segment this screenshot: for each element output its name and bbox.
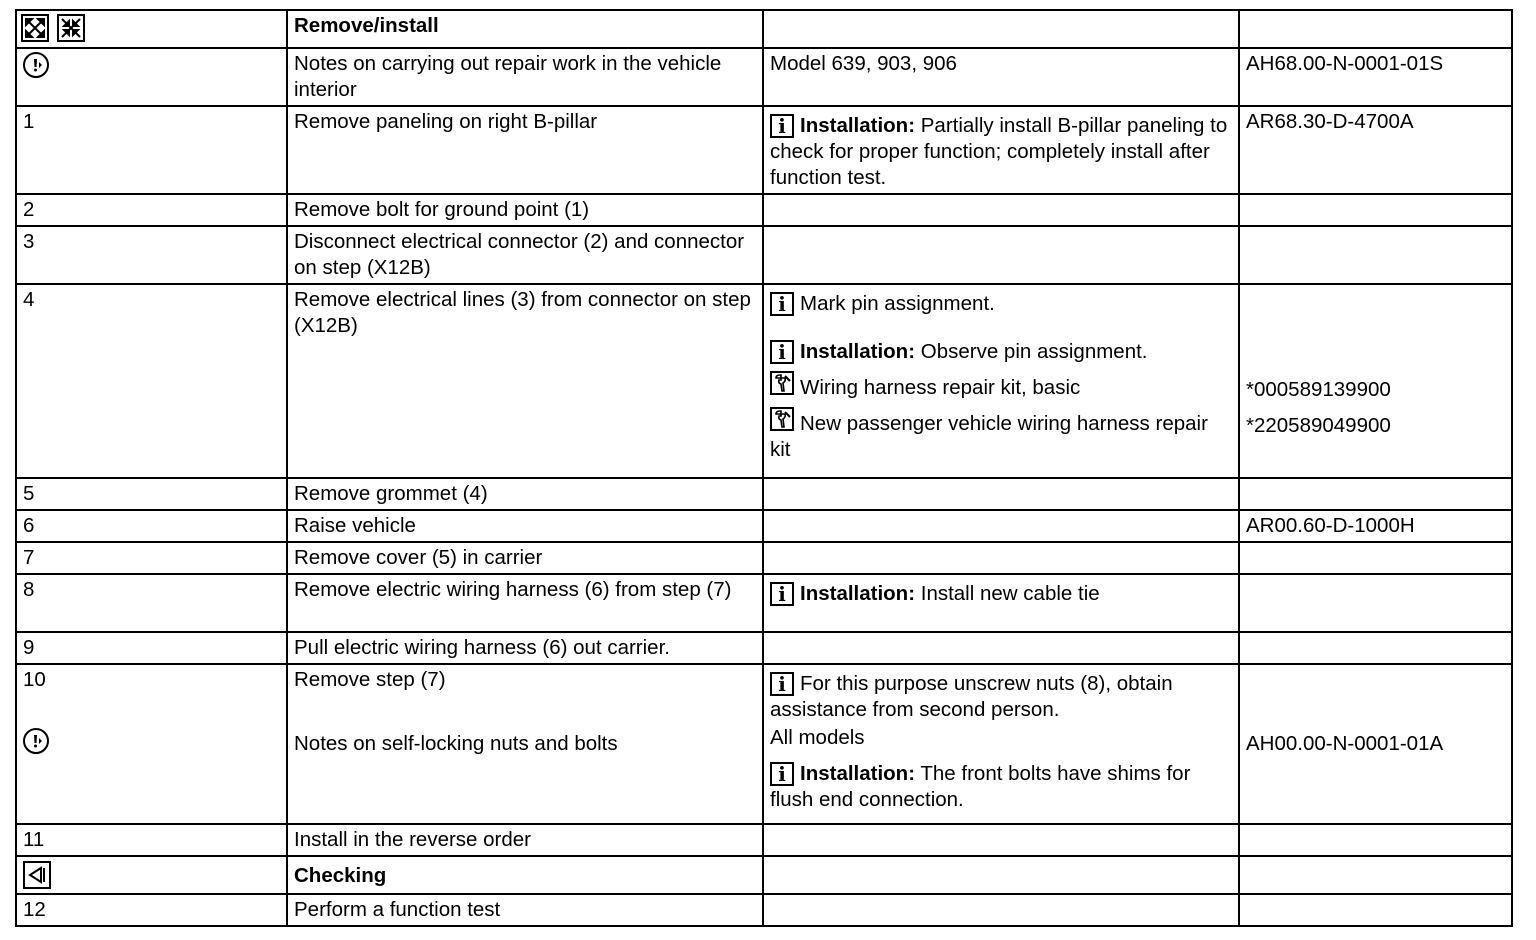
tool-text: Wiring harness repair kit, basic [800, 376, 1081, 399]
table-row [16, 632, 1512, 664]
table-row [16, 194, 1512, 226]
info-icon: i [770, 672, 794, 696]
step-number: 10 [23, 668, 46, 691]
note-text: The front bolts have shims for flush end connection. [770, 762, 1191, 811]
info-icon: i [770, 292, 794, 316]
info-icon: i [770, 340, 794, 364]
step-text: Remove bolt for ground point (1) [287, 194, 763, 226]
table-row [16, 542, 1512, 574]
special-tool-icon [770, 407, 794, 431]
step-text: Raise vehicle [287, 510, 763, 542]
step-text: Remove step (7) [294, 668, 446, 691]
step-text: Disconnect electrical connector (2) and connector on step (X12B) [287, 226, 763, 284]
step-text: Remove paneling on right B-pillar [287, 106, 763, 194]
section-title-checking: Checking [287, 856, 763, 894]
note-label: Installation: [800, 114, 916, 137]
icon-cell [16, 856, 287, 894]
step-text: Remove grommet (4) [287, 478, 763, 510]
step-number: 3 [16, 226, 287, 284]
note-text: Mark pin assignment. [800, 292, 995, 315]
table-row [16, 574, 1512, 632]
contract-arrows-icon [57, 14, 85, 42]
step-text: Pull electric wiring harness (6) out carrier. [287, 632, 763, 664]
info-icon: i [770, 114, 794, 138]
step-text: Remove electrical lines (3) from connector on step (X12B) [287, 284, 763, 478]
table-row [16, 478, 1512, 510]
step-note [763, 284, 1239, 478]
note-label: Installation: [800, 582, 916, 605]
model-text: All models [770, 726, 865, 749]
reference-cell [1239, 284, 1512, 478]
table-row [16, 106, 1512, 194]
step-number: 6 [16, 510, 287, 542]
section-header-remove-install [16, 10, 1512, 48]
info-icon: i [770, 582, 794, 606]
step-number: 8 [16, 574, 287, 632]
icon-cell [16, 10, 287, 48]
warning-circle-icon [23, 52, 49, 78]
step-number: 11 [16, 824, 287, 856]
section-title-remove-install: Remove/install [287, 10, 763, 48]
step-number: 9 [16, 632, 287, 664]
note-text: Observe pin assignment. [915, 340, 1148, 363]
step-number: 4 [16, 284, 287, 478]
reference-cell [1239, 664, 1512, 824]
step-note [763, 664, 1239, 824]
step-text: Install in the reverse order [287, 824, 763, 856]
step-number: 5 [16, 478, 287, 510]
step-number: 1 [16, 106, 287, 194]
table-row [16, 664, 1512, 824]
step-text: Remove electric wiring harness (6) from step (7) [287, 574, 763, 632]
special-tool-icon [770, 371, 794, 395]
note-text: For this purpose unscrew nuts (8), obtain assistance from second person. [770, 672, 1173, 721]
note-text: Install new cable tie [915, 582, 1100, 605]
table-row [16, 48, 1512, 106]
step-text: Remove cover (5) in carrier [287, 542, 763, 574]
step-text: Perform a function test [287, 894, 763, 926]
note-text: Partially install B-pillar paneling to check for proper function; completely install after function test. [770, 114, 1228, 189]
procedure-table [15, 9, 1513, 927]
step-number: 12 [16, 894, 287, 926]
model-text: Model 639, 903, 906 [763, 48, 1239, 106]
note-label: Installation: [800, 340, 916, 363]
reference-link[interactable]: AR68.30-D-4700A [1239, 106, 1512, 194]
warning-circle-icon [23, 728, 49, 754]
table-row [16, 510, 1512, 542]
section-header-checking [16, 856, 1512, 894]
tool-part-number[interactable]: *220589049900 [1246, 414, 1391, 437]
step-number-cell [16, 664, 287, 824]
reference-link[interactable]: AR00.60-D-1000H [1239, 510, 1512, 542]
note-label: Installation: [800, 762, 916, 785]
step-note [763, 106, 1239, 194]
step-number: 7 [16, 542, 287, 574]
step-note [763, 574, 1239, 632]
info-icon: i [770, 762, 794, 786]
step-number: 2 [16, 194, 287, 226]
reference-link[interactable]: AH00.00-N-0001-01A [1246, 732, 1444, 755]
expand-arrows-icon [21, 14, 49, 42]
table-row [16, 824, 1512, 856]
reference-link[interactable]: AH68.00-N-0001-01S [1239, 48, 1512, 106]
notes-text: Notes on self-locking nuts and bolts [294, 732, 618, 755]
step-text-cell [287, 664, 763, 824]
tool-text: New passenger vehicle wiring harness repair kit [770, 412, 1208, 461]
checking-arrow-icon [23, 861, 51, 889]
step-text: Notes on carrying out repair work in the vehicle interior [287, 48, 763, 106]
tool-part-number[interactable]: *000589139900 [1246, 378, 1391, 401]
table-row [16, 284, 1512, 478]
table-row [16, 226, 1512, 284]
table-row [16, 894, 1512, 926]
